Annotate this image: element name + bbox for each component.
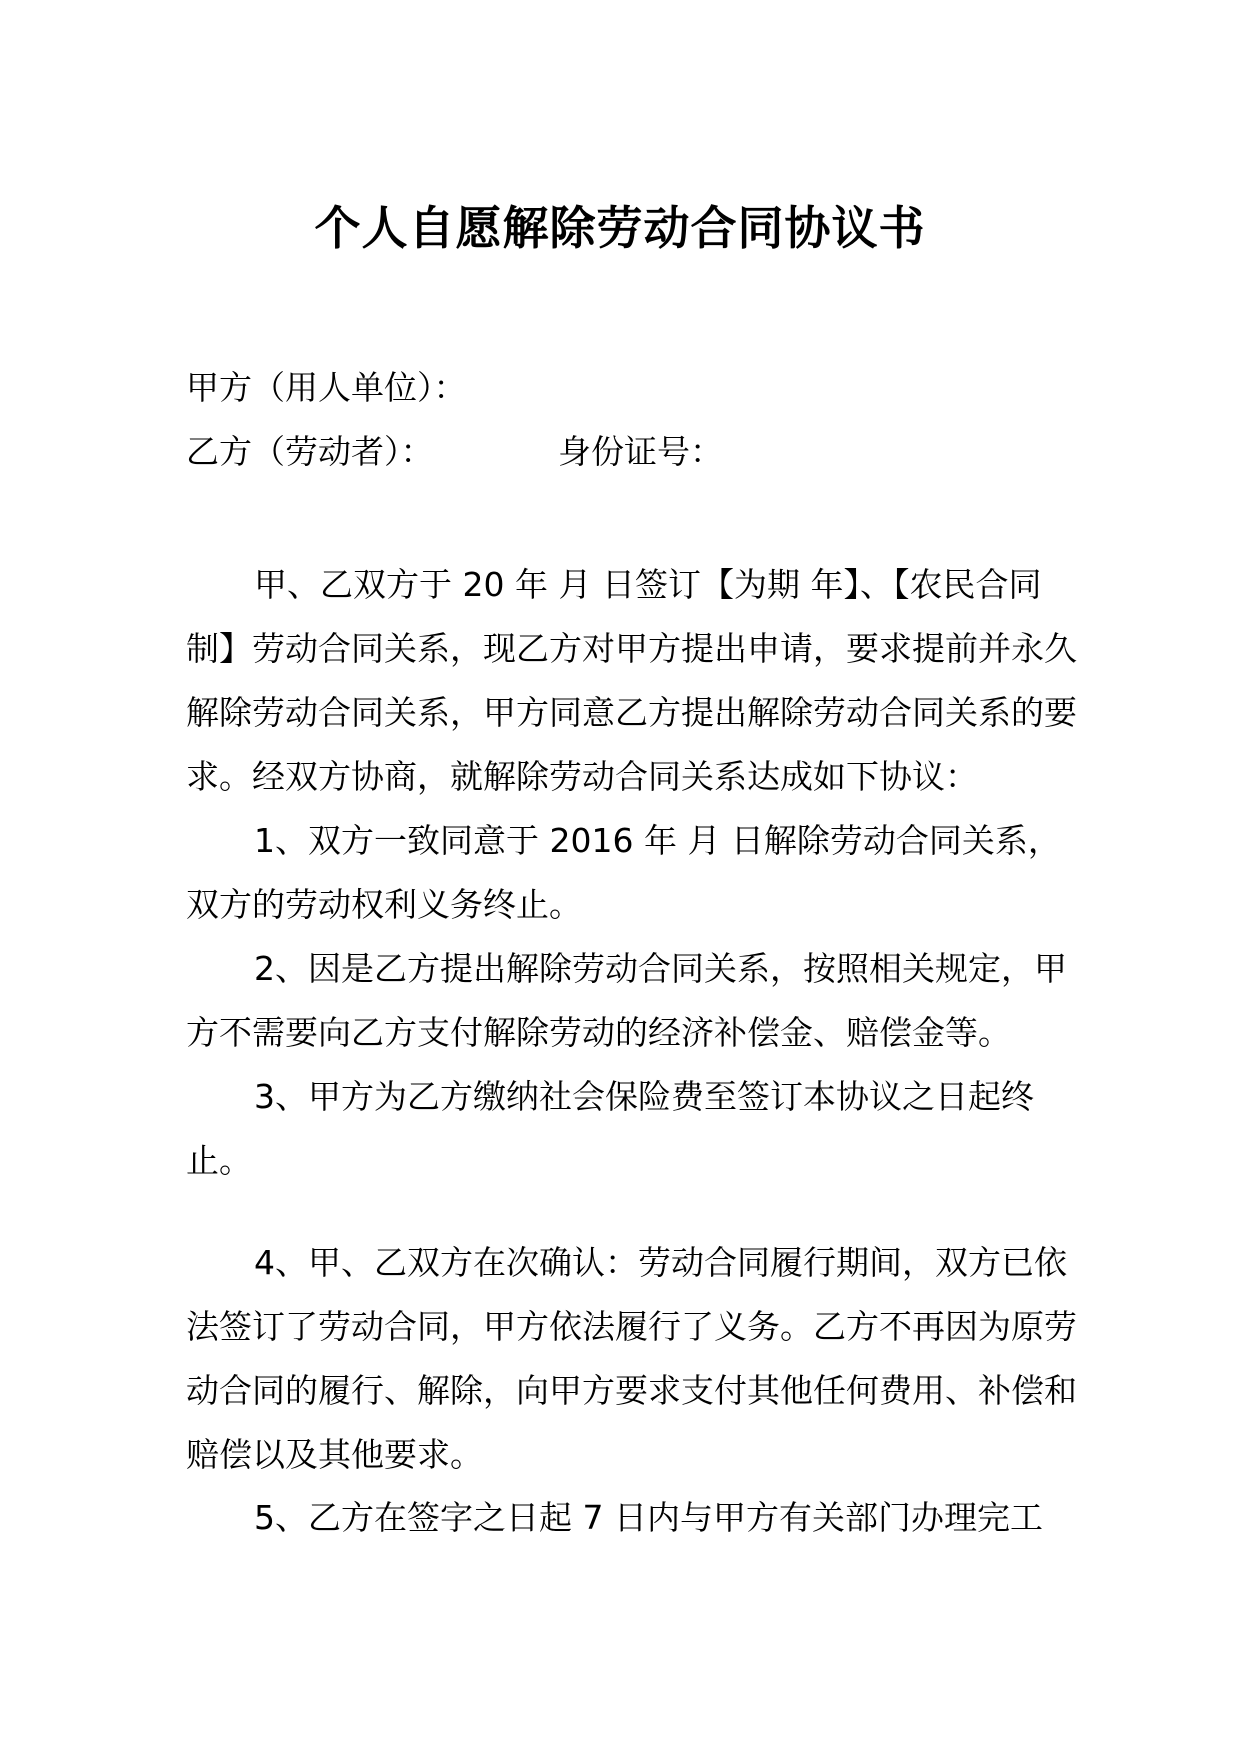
intro-paragraph: 甲、乙双方于 20 年 月 日签订【为期 年】、【农民合同制】劳动合同关系，现乙方对甲方提出申请，要求提前并永久解除劳动合同关系，甲方同意乙方提出解除劳动合同关系的要求。经双方协商，就解除劳动合同关系达成如下协议：	[186, 565, 1077, 796]
document-title: 个人自愿解除劳动合同协议书	[314, 201, 926, 255]
clause-2: 2、因是乙方提出解除劳动合同关系，按照相关规定，甲方不需要向乙方支付解除劳动的经济补偿金、赔偿金等。	[186, 949, 1067, 1052]
clause-3: 3、甲方为乙方缴纳社会保险费至签订本协议之日起终止。	[186, 1077, 1034, 1180]
party-b-label: 乙方（劳动者）：	[186, 432, 434, 471]
clause-5: 5、乙方在签字之日起 7 日内与甲方有关部门办理完工	[254, 1498, 1043, 1537]
party-a-line	[186, 364, 467, 412]
clause-1: 1、双方一致同意于 2016 年 月 日解除劳动合同关系，双方的劳动权利义务终止。	[186, 821, 1061, 924]
party-a-label: 甲方（用人单位）：	[186, 368, 467, 407]
id-number-label: 身份证号：	[558, 432, 723, 471]
clause-4: 4、甲、乙双方在次确认：劳动合同履行期间，双方已依法签订了劳动合同，甲方依法履行了义务。乙方不再因为原劳动合同的履行、解除，向甲方要求支付其他任何费用、补偿和赔偿以及其他要求。	[186, 1243, 1077, 1474]
party-b-line	[186, 428, 723, 476]
